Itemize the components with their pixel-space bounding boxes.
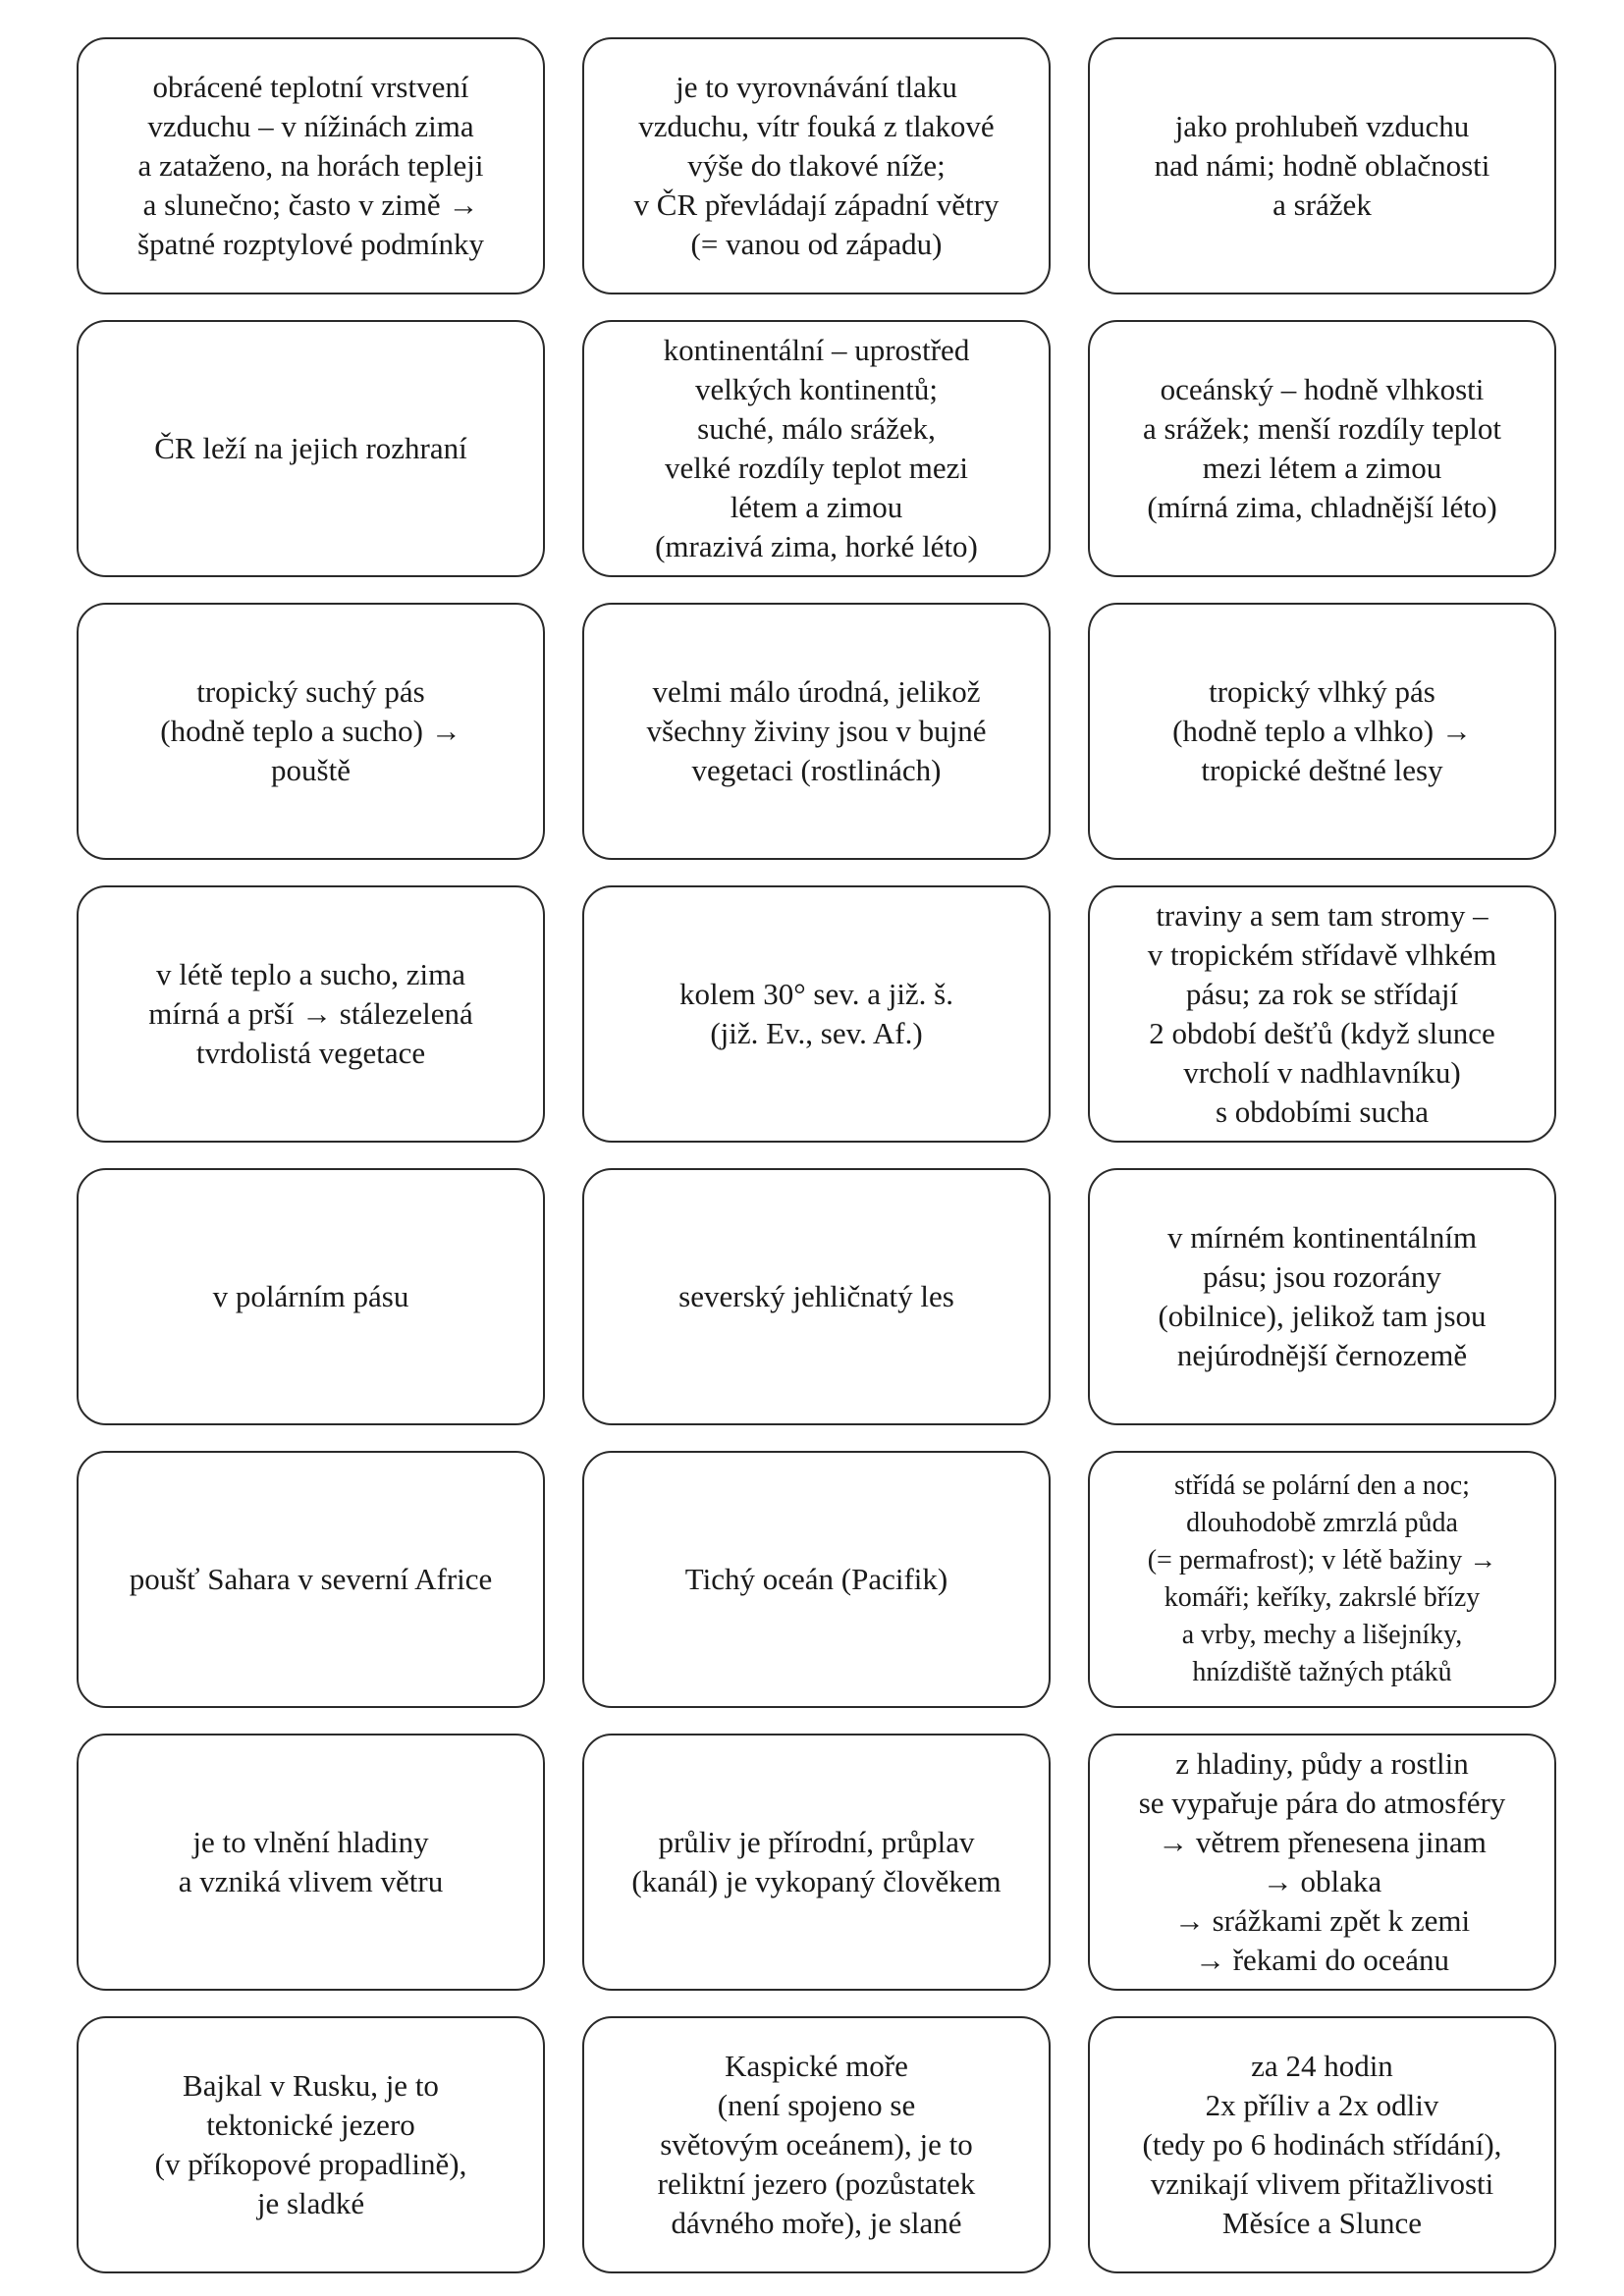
card-text: je to vlnění hladiny a vzniká vlivem větru [178, 1825, 444, 1898]
card-text: poušť Sahara v severní Africe [129, 1562, 493, 1596]
card-text: tropický vlhký pás (hodně teplo a vlhko) → tropické deštné lesy [1172, 674, 1472, 787]
card-text: severský jehličnatý les [678, 1279, 954, 1313]
flash-card [77, 1168, 545, 1425]
card-text: oceánský – hodně vlhkosti a srážek; menší rozdíly teplot mezi létem a zimou (mírná zima, chladnější léto) [1143, 372, 1501, 524]
flash-card [582, 2016, 1051, 2273]
card-text: kolem 30° sev. a již. š. (již. Ev., sev. Af.) [679, 977, 953, 1050]
flash-card [1088, 37, 1556, 294]
flash-card [77, 885, 545, 1143]
card-text: traviny a sem tam stromy – v tropickém střídavě vlhkém pásu; za rok se střídají 2 období dešťů (když slunce vrcholí v nadhlavníku) s obdobími sucha [1147, 898, 1497, 1129]
card-text: z hladiny, půdy a rostlin se vypařuje pára do atmosféry → větrem přenesena jinam → oblaka → srážkami zpět k zemi → řekami do oceánu [1138, 1746, 1506, 1977]
flash-card [582, 1451, 1051, 1708]
card-text: průliv je přírodní, průplav (kanál) je vykopaný člověkem [631, 1825, 1001, 1898]
card-text: v mírném kontinentálním pásu; jsou rozorány (obilnice), jelikož tam jsou nejúrodnější černozemě [1158, 1220, 1487, 1372]
flash-card [582, 1168, 1051, 1425]
card-text: velmi málo úrodná, jelikož všechny živiny jsou v bujné vegetaci (rostlinách) [646, 674, 987, 787]
flash-card [77, 603, 545, 860]
flash-card [1088, 1168, 1556, 1425]
card-text: jako prohlubeň vzduchu nad námi; hodně oblačnosti a srážek [1154, 109, 1490, 222]
flash-card [77, 2016, 545, 2273]
flash-card [77, 320, 545, 577]
flash-card [1088, 320, 1556, 577]
flash-card [582, 603, 1051, 860]
flash-card [1088, 885, 1556, 1143]
card-text: ČR leží na jejich rozhraní [154, 431, 467, 465]
flash-card [1088, 1451, 1556, 1708]
flash-card [582, 37, 1051, 294]
card-text: Kaspické moře (není spojeno se světovým oceánem), je to reliktní jezero (pozůstatek dávného moře), je slané [657, 2049, 976, 2240]
card-text: v polárním pásu [212, 1279, 409, 1313]
flash-card [77, 1451, 545, 1708]
flash-card [1088, 2016, 1556, 2273]
flash-card [582, 885, 1051, 1143]
flash-card [582, 1734, 1051, 1991]
card-text: kontinentální – uprostřed velkých kontinentů; suché, málo srážek, velké rozdíly teplot mezi létem a zimou (mrazivá zima, horké léto) [655, 333, 978, 563]
flash-card [1088, 1734, 1556, 1991]
card-text: střídá se polární den a noc; dlouhodobě zmrzlá půda (= permafrost); v létě bažiny → komáři; keříky, zakrslé břízy a vrby, mechy a lišejníky, hnízdiště tažných ptáků [1147, 1470, 1497, 1687]
card-text: je to vyrovnávání tlaku vzduchu, vítr fouká z tlakové výše do tlakové níže; v ČR převládají západní větry (= vanou od západu) [633, 70, 1000, 261]
flash-card [1088, 603, 1556, 860]
flash-card [77, 1734, 545, 1991]
card-text: tropický suchý pás (hodně teplo a sucho) → pouště [160, 674, 461, 787]
flash-card [77, 37, 545, 294]
card-text: obrácené teplotní vrstvení vzduchu – v nížinách zima a zataženo, na horách tepleji a slunečno; často v zimě → špatné rozptylové podmínky [137, 70, 484, 261]
card-grid [77, 37, 1557, 2273]
flash-card [582, 320, 1051, 577]
card-text: Bajkal v Rusku, je to tektonické jezero (v příkopové propadlině), je sladké [154, 2068, 467, 2220]
card-text: za 24 hodin 2x příliv a 2x odliv (tedy po 6 hodinách střídání), vznikají vlivem přitažlivosti Měsíce a Slunce [1142, 2049, 1502, 2240]
card-text: v létě teplo a sucho, zima mírná a prší → stálezelená tvrdolistá vegetace [148, 957, 473, 1070]
card-text: Tichý oceán (Pacifik) [684, 1562, 948, 1596]
